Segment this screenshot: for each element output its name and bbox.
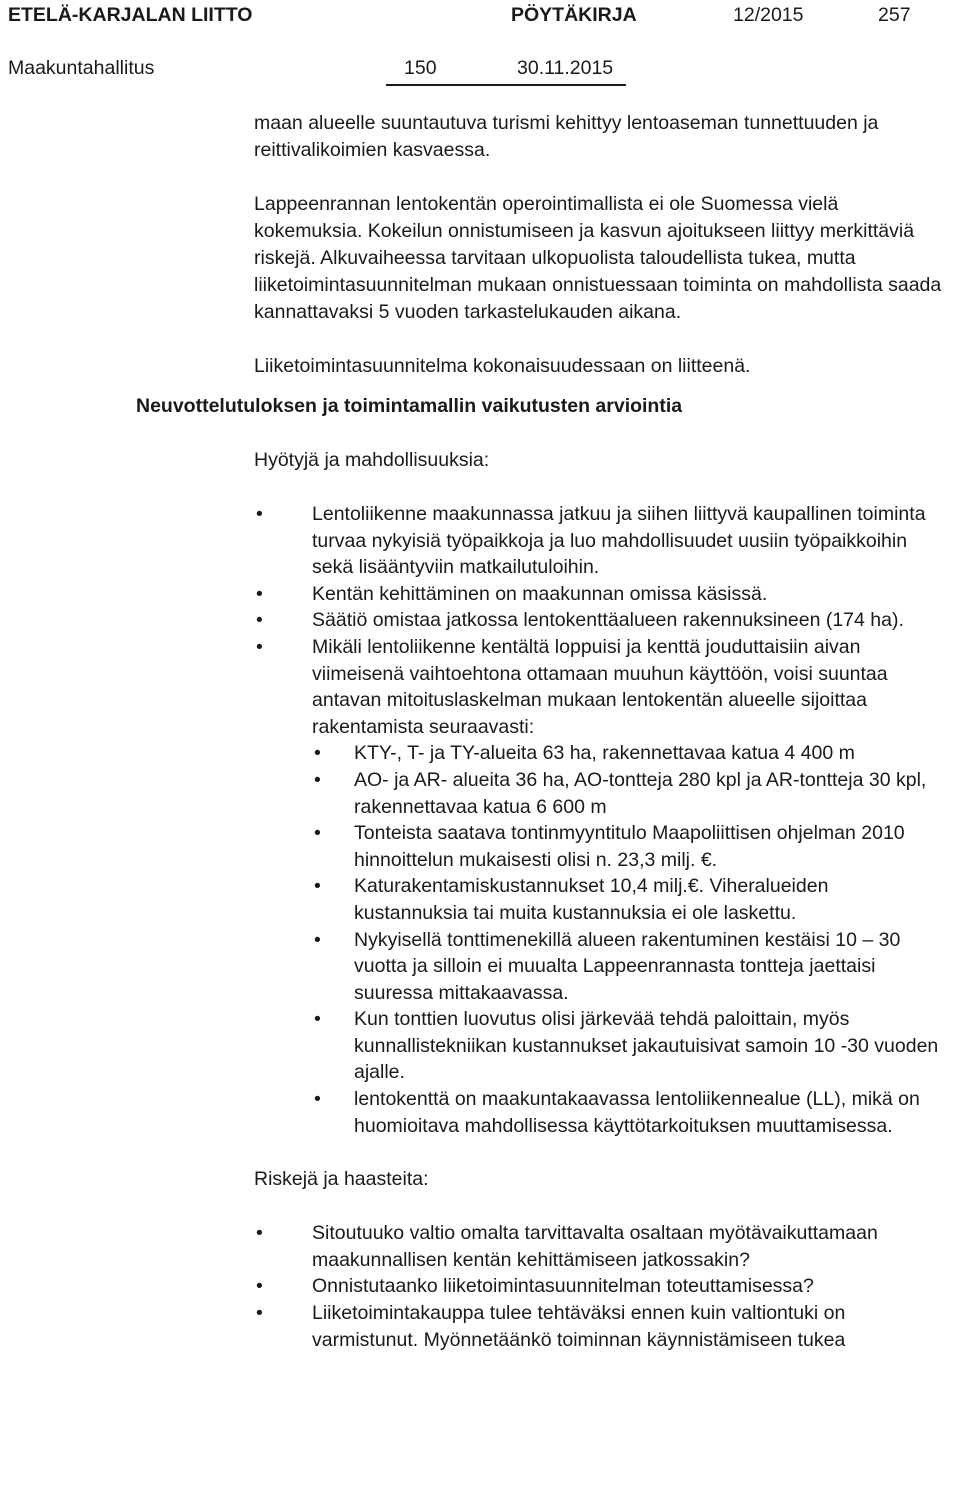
list-item: • Liiketoimintakauppa tulee tehtäväksi ennen kuin valtiontuki on varmistunut. Myönnetäänkö toiminnan käynnistämiseen tukea [254, 1300, 944, 1353]
benefits-list [254, 501, 944, 1139]
risks-list [254, 1220, 944, 1353]
list-item: • Kentän kehittäminen on maakunnan omissa käsissä. [254, 581, 944, 608]
header-row-top [8, 0, 952, 30]
document-number: 12/2015 [733, 4, 804, 26]
benefits-sublist [254, 740, 944, 1139]
document-type: PÖYTÄKIRJA [511, 4, 637, 26]
intro-paragraph-3: Liiketoimintasuunnitelma kokonaisuudessaan on liitteenä. [254, 355, 751, 377]
header-row-bottom [8, 53, 952, 83]
list-item: • Säätiö omistaa jatkossa lentokenttäalueen rakennuksineen (174 ha). [254, 607, 944, 634]
list-item-text: Mikäli lentoliikenne kentältä loppuisi ja kenttä jouduttaisiin aivan viimeisenä vaihtoehtona ottamaan muuhun käyttöön, voisi suuntaa antavan mitoituslaskelman mukaan lentokentän alueelle sijoittaa rakentamista seuraavasti: [312, 635, 888, 738]
sublist-item: • Katurakentamiskustannukset 10,4 milj.€. Viheralueiden kustannuksia tai muita kustannuksia ei ole laskettu. [312, 873, 944, 926]
document-header [8, 0, 952, 84]
sublist-item: • Kun tonttien luovutus olisi järkevää tehdä paloittain, myös kunnallistekniikan kustannukset jakautuisivat samoin 10 -30 vuoden ajalle. [312, 1006, 944, 1086]
list-item [254, 634, 944, 1139]
page-number: 257 [878, 4, 911, 26]
intro-paragraph-2: Lappeenrannan lentokentän operointimallista ei ole Suomessa vielä kokemuksia. Kokeilun onnistumiseen ja kasvun ajoitukseen liittyy merkittäviä riskejä. Alkuvaiheessa tarvitaan ulkopuolista taloudellista tukea, mutta liiketoimintasuunnitelman mukaan onnistuessaan toiminta on mahdollista saada kannattavaksi 5 vuoden tarkastelukauden aikana. [254, 193, 942, 323]
intro-paragraph-1: maan alueelle suuntautuva turismi kehittyy lentoaseman tunnettuuden ja reittivalikoimien kasvaessa. [254, 112, 879, 161]
list-item: • Sitoutuuko valtio omalta tarvittavalta osaltaan myötävaikuttamaan maakunnallisen kentän kehittämiseen jatkossakin? [254, 1220, 944, 1273]
list-item: • Onnistutaanko liiketoimintasuunnitelman toteuttamisessa? [254, 1273, 944, 1300]
sublist-item: • lentokenttä on maakuntakaavassa lentoliikennealue (LL), mikä on huomioitava mahdollisessa käyttötarkoituksen muuttamisessa. [312, 1086, 944, 1139]
sublist-item: • AO- ja AR- alueita 36 ha, AO-tontteja 280 kpl ja AR-tontteja 30 kpl, rakennettavaa katua 6 600 m [312, 767, 944, 820]
governing-body: Maakuntahallitus [8, 57, 155, 79]
section-title: Neuvottelutuloksen ja toimintamallin vaikutusten arviointia [136, 395, 683, 417]
sublist-item: • KTY-, T- ja TY-alueita 63 ha, rakennettavaa katua 4 400 m [312, 740, 944, 767]
section-number: 150 [404, 57, 437, 79]
organization-name: ETELÄ-KARJALAN LIITTO [8, 4, 253, 26]
meeting-date: 30.11.2015 [517, 57, 614, 79]
sublist-item: • Nykyisellä tonttimenekillä alueen rakentuminen kestäisi 10 – 30 vuotta ja silloin ei muualta Lappeenrannasta tontteja jaettaisi suuressa mittakaavassa. [312, 927, 944, 1007]
risks-heading: Riskejä ja haasteita: [254, 1168, 429, 1191]
list-item: • Lentoliikenne maakunnassa jatkuu ja siihen liittyvä kaupallinen toiminta turvaa nykyisiä työpaikkoja ja luo mahdollisuudet uusiin työpaikkoihin sekä lisääntyviin matkailutuloihin. [254, 501, 944, 581]
document-body [0, 110, 960, 1353]
benefits-heading: Hyötyjä ja mahdollisuuksia: [254, 449, 490, 471]
sublist-item: • Tonteista saatava tontinmyyntitulo Maapoliittisen ohjelman 2010 hinnoittelun mukaisesti olisi n. 23,3 milj. €. [312, 820, 944, 873]
header-underline [386, 84, 626, 86]
